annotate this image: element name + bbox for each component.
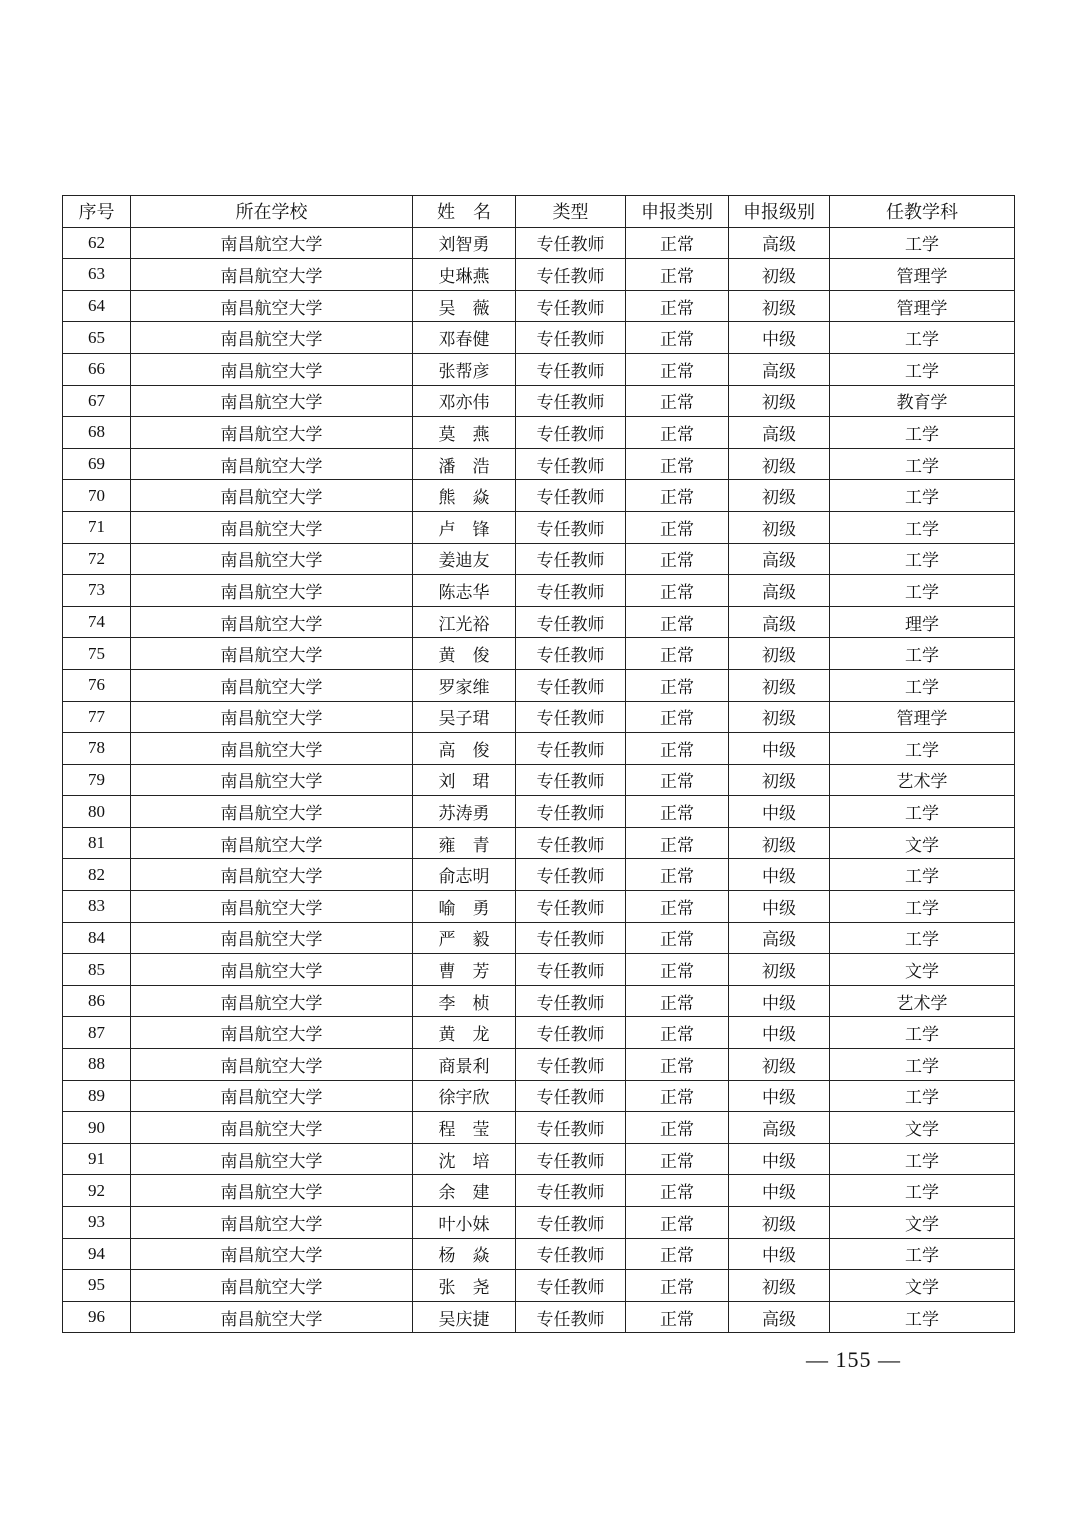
cell-index: 80	[63, 796, 131, 828]
table-row	[63, 227, 1015, 259]
cell-category: 正常	[626, 1112, 729, 1144]
cell-category: 正常	[626, 322, 729, 354]
cell-type: 专任教师	[516, 353, 626, 385]
cell-index: 90	[63, 1112, 131, 1144]
cell-index: 65	[63, 322, 131, 354]
cell-name: 熊 焱	[413, 480, 516, 512]
cell-category: 正常	[626, 480, 729, 512]
col-header-subject: 任教学科	[830, 196, 1015, 228]
cell-subject: 工学	[830, 922, 1015, 954]
cell-index: 78	[63, 733, 131, 765]
cell-level: 初级	[729, 638, 830, 670]
cell-subject: 工学	[830, 575, 1015, 607]
cell-type: 专任教师	[516, 985, 626, 1017]
cell-level: 初级	[729, 290, 830, 322]
cell-level: 中级	[729, 891, 830, 923]
cell-subject: 理学	[830, 606, 1015, 638]
cell-level: 中级	[729, 1238, 830, 1270]
cell-subject: 文学	[830, 827, 1015, 859]
cell-type: 专任教师	[516, 1207, 626, 1239]
cell-category: 正常	[626, 891, 729, 923]
cell-category: 正常	[626, 764, 729, 796]
header-row	[63, 196, 1015, 228]
cell-name: 刘 珺	[413, 764, 516, 796]
cell-index: 79	[63, 764, 131, 796]
cell-index: 66	[63, 353, 131, 385]
cell-name: 罗家维	[413, 669, 516, 701]
cell-category: 正常	[626, 638, 729, 670]
cell-school: 南昌航空大学	[131, 1049, 413, 1081]
cell-category: 正常	[626, 1238, 729, 1270]
cell-category: 正常	[626, 227, 729, 259]
cell-subject: 工学	[830, 1238, 1015, 1270]
col-header-school: 所在学校	[131, 196, 413, 228]
table-row	[63, 1049, 1015, 1081]
cell-subject: 管理学	[830, 701, 1015, 733]
cell-level: 中级	[729, 733, 830, 765]
cell-school: 南昌航空大学	[131, 733, 413, 765]
cell-index: 67	[63, 385, 131, 417]
cell-name: 张 尧	[413, 1270, 516, 1302]
cell-school: 南昌航空大学	[131, 1301, 413, 1333]
cell-level: 初级	[729, 827, 830, 859]
cell-name: 邓春健	[413, 322, 516, 354]
cell-name: 俞志明	[413, 859, 516, 891]
cell-level: 中级	[729, 1080, 830, 1112]
cell-name: 潘 浩	[413, 448, 516, 480]
cell-subject: 工学	[830, 638, 1015, 670]
cell-school: 南昌航空大学	[131, 1143, 413, 1175]
page-number: — 155 —	[806, 1347, 901, 1372]
cell-school: 南昌航空大学	[131, 891, 413, 923]
cell-level: 高级	[729, 606, 830, 638]
cell-level: 中级	[729, 322, 830, 354]
cell-level: 初级	[729, 1049, 830, 1081]
table-row	[63, 764, 1015, 796]
cell-category: 正常	[626, 985, 729, 1017]
table-row	[63, 796, 1015, 828]
table-row	[63, 1270, 1015, 1302]
cell-subject: 管理学	[830, 290, 1015, 322]
cell-category: 正常	[626, 1207, 729, 1239]
col-header-level: 申报级别	[729, 196, 830, 228]
cell-school: 南昌航空大学	[131, 385, 413, 417]
cell-subject: 工学	[830, 1301, 1015, 1333]
table-row	[63, 922, 1015, 954]
cell-name: 商景利	[413, 1049, 516, 1081]
cell-name: 吴子珺	[413, 701, 516, 733]
cell-type: 专任教师	[516, 448, 626, 480]
cell-subject: 工学	[830, 480, 1015, 512]
cell-name: 莫 燕	[413, 417, 516, 449]
cell-type: 专任教师	[516, 543, 626, 575]
cell-school: 南昌航空大学	[131, 322, 413, 354]
cell-category: 正常	[626, 922, 729, 954]
cell-index: 92	[63, 1175, 131, 1207]
cell-subject: 工学	[830, 448, 1015, 480]
cell-subject: 工学	[830, 353, 1015, 385]
cell-school: 南昌航空大学	[131, 353, 413, 385]
table-row	[63, 669, 1015, 701]
cell-name: 雍 青	[413, 827, 516, 859]
table-body	[63, 227, 1015, 1333]
cell-type: 专任教师	[516, 1080, 626, 1112]
cell-subject: 文学	[830, 1270, 1015, 1302]
table-row	[63, 511, 1015, 543]
cell-school: 南昌航空大学	[131, 1017, 413, 1049]
cell-category: 正常	[626, 1143, 729, 1175]
cell-category: 正常	[626, 1301, 729, 1333]
cell-level: 高级	[729, 922, 830, 954]
cell-index: 88	[63, 1049, 131, 1081]
table-row	[63, 259, 1015, 291]
cell-type: 专任教师	[516, 1143, 626, 1175]
cell-subject: 工学	[830, 1017, 1015, 1049]
cell-type: 专任教师	[516, 638, 626, 670]
cell-school: 南昌航空大学	[131, 1080, 413, 1112]
cell-index: 63	[63, 259, 131, 291]
table-row	[63, 638, 1015, 670]
cell-level: 初级	[729, 954, 830, 986]
cell-category: 正常	[626, 827, 729, 859]
cell-school: 南昌航空大学	[131, 701, 413, 733]
cell-name: 李 桢	[413, 985, 516, 1017]
table-row	[63, 322, 1015, 354]
cell-level: 初级	[729, 764, 830, 796]
cell-index: 76	[63, 669, 131, 701]
cell-subject: 工学	[830, 859, 1015, 891]
table-row	[63, 1238, 1015, 1270]
cell-school: 南昌航空大学	[131, 1207, 413, 1239]
cell-type: 专任教师	[516, 385, 626, 417]
cell-level: 中级	[729, 859, 830, 891]
cell-name: 严 毅	[413, 922, 516, 954]
cell-category: 正常	[626, 575, 729, 607]
cell-index: 77	[63, 701, 131, 733]
cell-type: 专任教师	[516, 1175, 626, 1207]
cell-level: 初级	[729, 259, 830, 291]
table-row	[63, 417, 1015, 449]
table-row	[63, 1080, 1015, 1112]
cell-name: 张帮彦	[413, 353, 516, 385]
cell-index: 83	[63, 891, 131, 923]
table-row	[63, 1175, 1015, 1207]
col-header-index: 序号	[63, 196, 131, 228]
cell-index: 96	[63, 1301, 131, 1333]
cell-index: 95	[63, 1270, 131, 1302]
cell-category: 正常	[626, 701, 729, 733]
table-row	[63, 1143, 1015, 1175]
cell-level: 初级	[729, 448, 830, 480]
cell-level: 中级	[729, 1143, 830, 1175]
cell-level: 中级	[729, 796, 830, 828]
cell-index: 86	[63, 985, 131, 1017]
cell-index: 69	[63, 448, 131, 480]
cell-name: 吴 薇	[413, 290, 516, 322]
cell-level: 中级	[729, 1017, 830, 1049]
cell-category: 正常	[626, 385, 729, 417]
cell-subject: 工学	[830, 543, 1015, 575]
table-row	[63, 353, 1015, 385]
cell-name: 高 俊	[413, 733, 516, 765]
cell-subject: 管理学	[830, 259, 1015, 291]
cell-subject: 工学	[830, 1080, 1015, 1112]
cell-subject: 工学	[830, 1143, 1015, 1175]
cell-subject: 工学	[830, 322, 1015, 354]
table-row	[63, 1207, 1015, 1239]
cell-category: 正常	[626, 669, 729, 701]
cell-index: 85	[63, 954, 131, 986]
cell-type: 专任教师	[516, 227, 626, 259]
table-row	[63, 480, 1015, 512]
table-row	[63, 1017, 1015, 1049]
cell-name: 杨 焱	[413, 1238, 516, 1270]
cell-school: 南昌航空大学	[131, 290, 413, 322]
cell-school: 南昌航空大学	[131, 1175, 413, 1207]
col-header-name: 姓 名	[413, 196, 516, 228]
cell-subject: 工学	[830, 891, 1015, 923]
cell-index: 73	[63, 575, 131, 607]
cell-type: 专任教师	[516, 891, 626, 923]
cell-subject: 工学	[830, 1175, 1015, 1207]
cell-category: 正常	[626, 543, 729, 575]
cell-category: 正常	[626, 1049, 729, 1081]
cell-type: 专任教师	[516, 322, 626, 354]
cell-school: 南昌航空大学	[131, 448, 413, 480]
cell-index: 75	[63, 638, 131, 670]
cell-school: 南昌航空大学	[131, 575, 413, 607]
cell-level: 初级	[729, 1270, 830, 1302]
table-row	[63, 985, 1015, 1017]
cell-category: 正常	[626, 1175, 729, 1207]
cell-level: 初级	[729, 511, 830, 543]
cell-index: 94	[63, 1238, 131, 1270]
table-row	[63, 954, 1015, 986]
table-row	[63, 448, 1015, 480]
cell-type: 专任教师	[516, 1017, 626, 1049]
cell-level: 初级	[729, 385, 830, 417]
cell-subject: 工学	[830, 417, 1015, 449]
cell-name: 喻 勇	[413, 891, 516, 923]
cell-type: 专任教师	[516, 669, 626, 701]
cell-index: 70	[63, 480, 131, 512]
cell-subject: 工学	[830, 796, 1015, 828]
cell-name: 程 莹	[413, 1112, 516, 1144]
cell-school: 南昌航空大学	[131, 606, 413, 638]
table-row	[63, 606, 1015, 638]
cell-index: 81	[63, 827, 131, 859]
table-row	[63, 290, 1015, 322]
cell-level: 高级	[729, 575, 830, 607]
cell-type: 专任教师	[516, 606, 626, 638]
cell-subject: 工学	[830, 511, 1015, 543]
cell-school: 南昌航空大学	[131, 669, 413, 701]
cell-category: 正常	[626, 796, 729, 828]
table-row	[63, 1301, 1015, 1333]
cell-category: 正常	[626, 353, 729, 385]
cell-school: 南昌航空大学	[131, 1238, 413, 1270]
cell-school: 南昌航空大学	[131, 827, 413, 859]
cell-school: 南昌航空大学	[131, 1270, 413, 1302]
cell-school: 南昌航空大学	[131, 259, 413, 291]
cell-type: 专任教师	[516, 701, 626, 733]
cell-index: 64	[63, 290, 131, 322]
cell-school: 南昌航空大学	[131, 796, 413, 828]
cell-type: 专任教师	[516, 1270, 626, 1302]
cell-name: 苏涛勇	[413, 796, 516, 828]
cell-name: 陈志华	[413, 575, 516, 607]
col-header-type: 类型	[516, 196, 626, 228]
cell-name: 姜迪友	[413, 543, 516, 575]
cell-name: 沈 培	[413, 1143, 516, 1175]
cell-level: 初级	[729, 1207, 830, 1239]
cell-subject: 文学	[830, 1112, 1015, 1144]
cell-index: 74	[63, 606, 131, 638]
cell-level: 中级	[729, 1175, 830, 1207]
cell-category: 正常	[626, 448, 729, 480]
cell-name: 刘智勇	[413, 227, 516, 259]
cell-level: 初级	[729, 480, 830, 512]
cell-type: 专任教师	[516, 827, 626, 859]
cell-name: 徐宇欣	[413, 1080, 516, 1112]
cell-subject: 艺术学	[830, 985, 1015, 1017]
cell-index: 68	[63, 417, 131, 449]
cell-category: 正常	[626, 1270, 729, 1302]
cell-school: 南昌航空大学	[131, 1112, 413, 1144]
roster-table	[62, 195, 1015, 1333]
cell-type: 专任教师	[516, 511, 626, 543]
cell-category: 正常	[626, 1017, 729, 1049]
cell-index: 87	[63, 1017, 131, 1049]
cell-category: 正常	[626, 954, 729, 986]
cell-name: 吴庆捷	[413, 1301, 516, 1333]
cell-level: 高级	[729, 353, 830, 385]
cell-type: 专任教师	[516, 1238, 626, 1270]
cell-category: 正常	[626, 511, 729, 543]
table-row	[63, 575, 1015, 607]
cell-index: 82	[63, 859, 131, 891]
cell-type: 专任教师	[516, 1301, 626, 1333]
cell-category: 正常	[626, 259, 729, 291]
cell-school: 南昌航空大学	[131, 417, 413, 449]
cell-type: 专任教师	[516, 1049, 626, 1081]
cell-index: 93	[63, 1207, 131, 1239]
cell-level: 高级	[729, 1301, 830, 1333]
cell-level: 高级	[729, 1112, 830, 1144]
cell-school: 南昌航空大学	[131, 859, 413, 891]
cell-index: 84	[63, 922, 131, 954]
table-row	[63, 385, 1015, 417]
cell-school: 南昌航空大学	[131, 480, 413, 512]
cell-school: 南昌航空大学	[131, 764, 413, 796]
cell-school: 南昌航空大学	[131, 511, 413, 543]
cell-type: 专任教师	[516, 480, 626, 512]
cell-index: 71	[63, 511, 131, 543]
cell-subject: 文学	[830, 1207, 1015, 1239]
table-row	[63, 891, 1015, 923]
cell-name: 卢 锋	[413, 511, 516, 543]
cell-level: 高级	[729, 417, 830, 449]
cell-type: 专任教师	[516, 922, 626, 954]
cell-category: 正常	[626, 290, 729, 322]
col-header-category: 申报类别	[626, 196, 729, 228]
cell-school: 南昌航空大学	[131, 543, 413, 575]
cell-name: 史琳燕	[413, 259, 516, 291]
table-row	[63, 543, 1015, 575]
cell-type: 专任教师	[516, 796, 626, 828]
cell-level: 高级	[729, 543, 830, 575]
table-row	[63, 701, 1015, 733]
cell-level: 高级	[729, 227, 830, 259]
cell-subject: 工学	[830, 1049, 1015, 1081]
cell-type: 专任教师	[516, 859, 626, 891]
cell-name: 叶小妹	[413, 1207, 516, 1239]
cell-type: 专任教师	[516, 1112, 626, 1144]
table-row	[63, 827, 1015, 859]
cell-type: 专任教师	[516, 733, 626, 765]
cell-name: 黄 俊	[413, 638, 516, 670]
cell-category: 正常	[626, 606, 729, 638]
cell-type: 专任教师	[516, 417, 626, 449]
cell-school: 南昌航空大学	[131, 638, 413, 670]
cell-category: 正常	[626, 859, 729, 891]
cell-category: 正常	[626, 1080, 729, 1112]
cell-index: 62	[63, 227, 131, 259]
cell-index: 72	[63, 543, 131, 575]
cell-subject: 艺术学	[830, 764, 1015, 796]
table-row	[63, 859, 1015, 891]
table-row	[63, 1112, 1015, 1144]
cell-type: 专任教师	[516, 575, 626, 607]
cell-school: 南昌航空大学	[131, 227, 413, 259]
table-row	[63, 733, 1015, 765]
cell-name: 黄 龙	[413, 1017, 516, 1049]
cell-name: 邓亦伟	[413, 385, 516, 417]
cell-school: 南昌航空大学	[131, 922, 413, 954]
cell-index: 91	[63, 1143, 131, 1175]
cell-level: 中级	[729, 985, 830, 1017]
cell-type: 专任教师	[516, 259, 626, 291]
cell-subject: 工学	[830, 733, 1015, 765]
cell-school: 南昌航空大学	[131, 985, 413, 1017]
cell-type: 专任教师	[516, 290, 626, 322]
cell-type: 专任教师	[516, 764, 626, 796]
cell-index: 89	[63, 1080, 131, 1112]
cell-name: 余 建	[413, 1175, 516, 1207]
cell-subject: 教育学	[830, 385, 1015, 417]
cell-category: 正常	[626, 417, 729, 449]
cell-subject: 文学	[830, 954, 1015, 986]
cell-type: 专任教师	[516, 954, 626, 986]
cell-category: 正常	[626, 733, 729, 765]
cell-level: 初级	[729, 701, 830, 733]
cell-name: 曹 芳	[413, 954, 516, 986]
cell-subject: 工学	[830, 227, 1015, 259]
cell-level: 初级	[729, 669, 830, 701]
cell-school: 南昌航空大学	[131, 954, 413, 986]
cell-name: 江光裕	[413, 606, 516, 638]
cell-subject: 工学	[830, 669, 1015, 701]
